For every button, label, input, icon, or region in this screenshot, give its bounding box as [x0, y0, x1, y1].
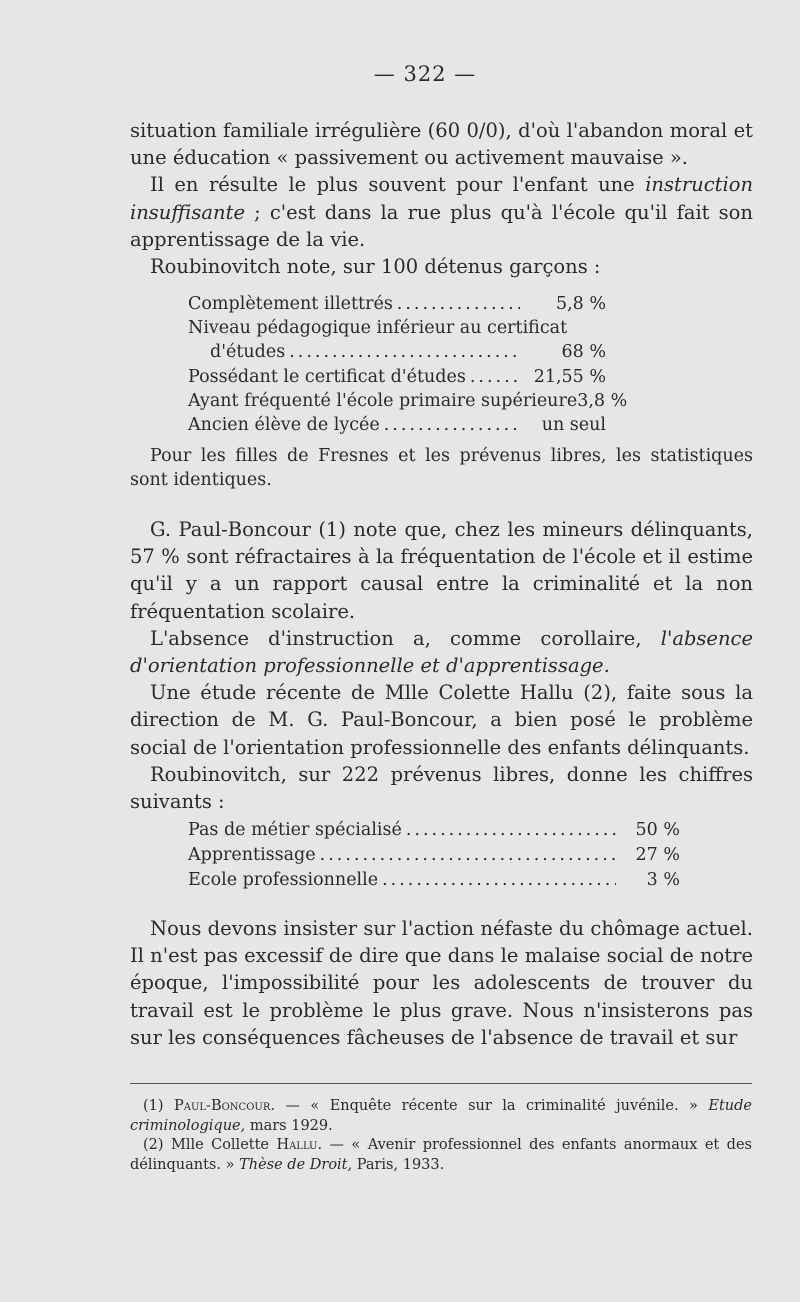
- statistics-table-2: [188, 818, 680, 893]
- paragraph-roubinovitch-222: Roubinovitch, sur 222 prévenus libres, donne les chiffres suivants :: [130, 762, 753, 814]
- table-row: [188, 843, 680, 868]
- row-label: Ancien élève de lycée: [188, 415, 380, 436]
- italic-span: Thèse de Droit,: [239, 1156, 353, 1173]
- leader-dots: [320, 843, 616, 868]
- page-number: — 322 —: [373, 62, 477, 86]
- leader-dots: [289, 340, 520, 364]
- leader-dots: [397, 292, 520, 316]
- row-label: Pas de métier spécialisé: [188, 820, 402, 840]
- row-value: 50 %: [635, 820, 680, 840]
- footnote-author: Paul-Boncour.: [174, 1098, 275, 1114]
- table-row: [188, 292, 606, 316]
- paragraph-chomage: Nous devons insister sur l'action néfaste du chômage actuel. Il n'est pas excessif de dire que dans le malaise social de notre époque, l'impossibilité pour les adolescents de trouver du travail est le problème le plus grave. Nous n'insisterons pas sur les conséquences fâcheuses de l'absence de travail et sur: [130, 917, 753, 1049]
- text-span: L'absence d'instruction a, comme corollaire,: [150, 626, 661, 650]
- leader-dots: [384, 413, 520, 437]
- paragraph-paul-boncour: G. Paul-Boncour (1) note que, chez les mineurs délinquants, 57 % sont réfractaires à la fréquentation de l'école et il estime qu'il y a un rapport causal entre la criminalité et la non fréquentation scolaire.: [130, 518, 753, 623]
- row-value: 5,8 %: [555, 294, 606, 314]
- paragraph-block-1: [130, 117, 753, 280]
- paragraph-block-4: [130, 915, 753, 1051]
- footnotes: [130, 1097, 752, 1175]
- row-value: un seul: [541, 415, 606, 436]
- table-row: [188, 389, 628, 413]
- text-span: mars 1929.: [245, 1117, 333, 1134]
- row-label: Apprentissage: [188, 845, 316, 865]
- text-span: — « Avenir professionnel des enfants anormaux et des délinquants. »: [130, 1137, 752, 1173]
- footnote-divider: [130, 1083, 752, 1084]
- table-row: [188, 340, 606, 364]
- paragraph-fresnes: Pour les filles de Fresnes et les prévenus libres, les statistiques sont identiques.: [130, 446, 753, 490]
- leader-dots: [470, 365, 520, 389]
- footnote-number: (1): [143, 1098, 174, 1114]
- table-row: [188, 365, 606, 389]
- row-label: Possédant le certificat d'études: [188, 366, 466, 387]
- row-label: Niveau pédagogique inférieur au certificat: [188, 318, 568, 339]
- text-span: Paris, 1933.: [352, 1156, 445, 1173]
- paragraph-absence: [130, 625, 753, 679]
- footnote-number: (2): [143, 1137, 171, 1153]
- italic-span: instruction insuffisante: [130, 173, 753, 224]
- text-span: Il en résulte le plus souvent pour l'enfant une: [150, 173, 646, 197]
- row-value: 3,8 %: [577, 390, 628, 411]
- italic-span: Etude criminologique,: [130, 1098, 752, 1134]
- leader-dots: [406, 818, 616, 843]
- row-label: d'études: [210, 342, 286, 363]
- footnote-author: Hallu.: [276, 1137, 323, 1153]
- text-span: Mlle Collette: [170, 1137, 277, 1153]
- row-value: 68 %: [561, 342, 606, 363]
- table-row: [188, 316, 606, 340]
- paragraph-hallu-study: Une étude récente de Mlle Colette Hallu (2), faite sous la direction de M. G. Paul-Boncour, a bien posé le problème social de l'orientation professionnelle des enfants délinquants.: [130, 681, 753, 759]
- row-value: 3 %: [646, 870, 680, 890]
- row-value: 21,55 %: [533, 366, 606, 387]
- footnote-1: [130, 1097, 752, 1136]
- text-span: ; c'est dans la rue plus qu'à l'école qu'il fait son apprentissage de la vie.: [130, 200, 753, 251]
- row-value: 27 %: [635, 845, 680, 865]
- row-label: Ayant fréquenté l'école primaire supérieure: [188, 390, 578, 411]
- table-row: [188, 868, 680, 893]
- paragraph-roubinovitch-intro: Roubinovitch note, sur 100 détenus garçons :: [150, 255, 601, 279]
- statistics-table-1: [188, 292, 628, 437]
- table-row: [188, 818, 680, 843]
- paragraph-block-2: [130, 444, 753, 492]
- italic-span: l'absence d'orientation professionnelle et d'apprentissage.: [130, 626, 753, 678]
- paragraph-instruction: [130, 171, 753, 253]
- footnote-2: [130, 1136, 752, 1175]
- text-span: — « Enquête récente sur la criminalité juvénile. »: [274, 1098, 709, 1114]
- paragraph-situation: situation familiale irrégulière (60 0/0), d'où l'abandon moral et une éducation « passivement ou activement mauvaise ».: [130, 119, 753, 170]
- paragraph-block-3: [130, 516, 753, 815]
- table-row: [188, 413, 606, 437]
- row-label: Complètement illettrés: [188, 294, 393, 314]
- leader-dots: [382, 868, 616, 893]
- row-label: Ecole professionnelle: [188, 870, 379, 890]
